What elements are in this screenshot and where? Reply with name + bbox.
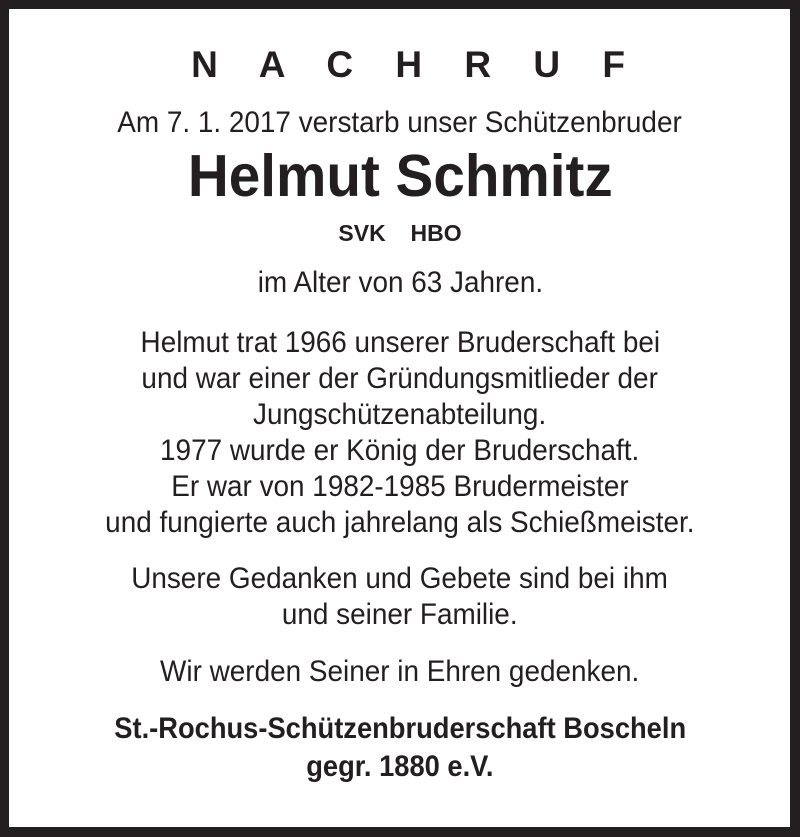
biography-line: [0, 508, 800, 538]
biography-line-text: Er war von 1982-1985 Brudermeister: [171, 470, 629, 503]
biography-line-text: Helmut trat 1966 unserer Bruderschaft bei: [140, 326, 660, 359]
organization-founded-text: gegr. 1880 e.V.: [306, 750, 494, 783]
deceased-name: [0, 143, 800, 209]
condolences-line-text: Unsere Gedanken und Gebete sind bei ihm: [131, 562, 669, 595]
biography-line: [0, 364, 800, 394]
remembrance-line: [0, 657, 800, 687]
organization-founded: [0, 752, 800, 782]
intro-line: [0, 108, 800, 138]
obituary-heading: [0, 46, 800, 83]
biography-line: [0, 400, 800, 430]
condolences-line-text: und seiner Familie.: [282, 598, 518, 631]
heading-text: N A C H R U F: [191, 44, 641, 85]
age-line: [0, 268, 800, 298]
intro-text: Am 7. 1. 2017 verstarb unser Schützenbruder: [117, 106, 683, 139]
condolences-line: [0, 564, 800, 594]
age-text: im Alter von 63 Jahren.: [257, 266, 543, 299]
organization-name-text: St.-Rochus-Schützenbruderschaft Boscheln: [114, 712, 686, 745]
deceased-name-text: Helmut Schmitz: [187, 143, 613, 209]
biography-line-text: Jungschützenabteilung.: [253, 398, 547, 431]
rank-titles-text: SVK HBO: [338, 220, 462, 246]
biography-line: [0, 436, 800, 466]
biography-line-text: und war einer der Gründungsmitlieder der: [141, 362, 659, 395]
biography-line-text: 1977 wurde er König der Bruderschaft.: [160, 434, 640, 467]
biography-line: [0, 328, 800, 358]
organization-name: [0, 714, 800, 744]
remembrance-text: Wir werden Seiner in Ehren gedenken.: [160, 655, 640, 688]
condolences-line: [0, 600, 800, 630]
biography-line-text: und fungierte auch jahrelang als Schießmeister.: [105, 506, 695, 539]
rank-titles: [0, 222, 800, 245]
biography-line: [0, 472, 800, 502]
